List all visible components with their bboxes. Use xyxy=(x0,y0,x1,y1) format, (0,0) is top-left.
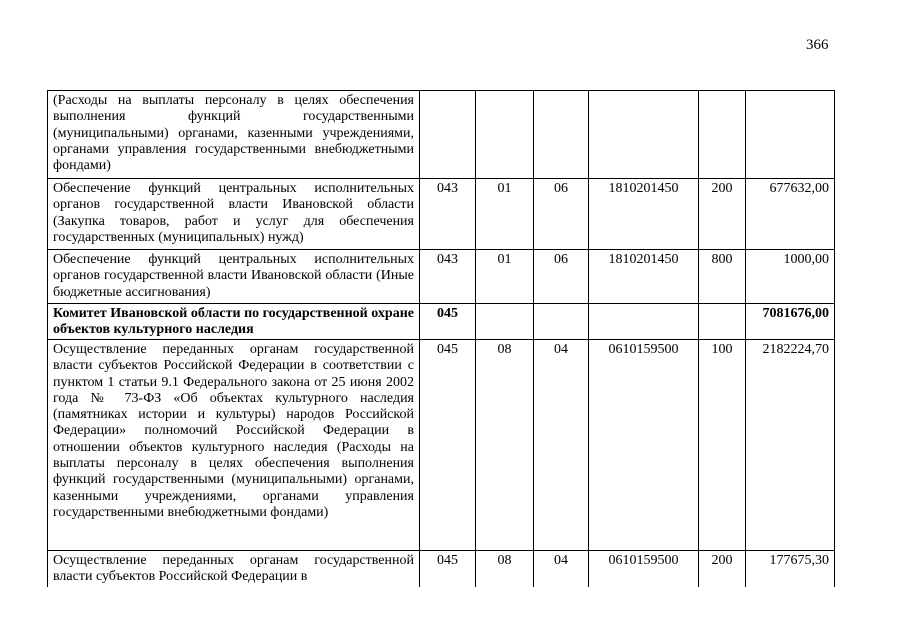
expense-type-code: 200 xyxy=(699,551,746,587)
ministry-code: 045 xyxy=(420,551,476,587)
row-description-cell xyxy=(48,551,420,587)
amount: 177675,30 xyxy=(746,551,835,587)
table-row xyxy=(48,250,835,304)
row-description: (Расходы на выплаты персоналу в целях обеспечения выполнения функций государственными (муниципальными) органами, казенными учреждениями, органами управления государственными внебюджетными фондами) xyxy=(48,91,420,179)
target-article-code xyxy=(589,91,699,179)
amount: 7081676,00 xyxy=(746,304,835,340)
subsection-code: 06 xyxy=(534,179,589,250)
subsection-code xyxy=(534,91,589,179)
table-row xyxy=(48,91,835,179)
table-row xyxy=(48,340,835,551)
section-code: 08 xyxy=(476,551,534,587)
subsection-code: 04 xyxy=(534,551,589,587)
expense-type-code: 100 xyxy=(699,340,746,551)
budget-table xyxy=(47,90,835,587)
expense-type-code xyxy=(699,304,746,340)
ministry-code: 043 xyxy=(420,179,476,250)
expense-type-code: 200 xyxy=(699,179,746,250)
subsection-code: 06 xyxy=(534,250,589,304)
row-description: Обеспечение функций центральных исполнительных органов государственной власти Ивановской области (Закупка товаров, работ и услуг для обеспечения государственных (муниципальных) нужд) xyxy=(48,179,420,250)
expense-type-code: 800 xyxy=(699,250,746,304)
target-article-code xyxy=(589,304,699,340)
ministry-code: 045 xyxy=(420,340,476,551)
section-code: 01 xyxy=(476,250,534,304)
table-row xyxy=(48,551,835,587)
section-code xyxy=(476,304,534,340)
row-description: Осуществление переданных органам государственной власти субъектов Российской Федерации в соответствии с пунктом 1 статьи 9.1 Федерального закона от 25 июня 2002 года № 73-ФЗ «Об объектах культурного наследия (памятниках истории и культуры) народов Российской Федерации» полномочий Российской Федерации в отношении объектов культурного наследия (Расходы на выплаты персоналу в целях обеспечения выполнения функций государственными (муниципальными) органами, казенными учреждениями, органами управления государственными внебюджетными фондами) xyxy=(48,340,420,551)
amount: 2182224,70 xyxy=(746,340,835,551)
row-description: Обеспечение функций центральных исполнительных органов государственной власти Ивановской области (Иные бюджетные ассигнования) xyxy=(48,250,420,304)
amount: 677632,00 xyxy=(746,179,835,250)
section-code: 01 xyxy=(476,179,534,250)
table-row xyxy=(48,179,835,250)
target-article-code: 0610159500 xyxy=(589,551,699,587)
ministry-code: 043 xyxy=(420,250,476,304)
row-description: Комитет Ивановской области по государственной охране объектов культурного наследия xyxy=(48,304,420,340)
expense-type-code xyxy=(699,91,746,179)
table-row xyxy=(48,304,835,340)
page-number: 366 xyxy=(806,37,829,53)
section-code xyxy=(476,91,534,179)
ministry-code xyxy=(420,91,476,179)
target-article-code: 0610159500 xyxy=(589,340,699,551)
subsection-code: 04 xyxy=(534,340,589,551)
section-code: 08 xyxy=(476,340,534,551)
row-description: Осуществление переданных органам государственной власти субъектов Российской Федерации в xyxy=(53,553,414,585)
target-article-code: 1810201450 xyxy=(589,179,699,250)
ministry-code: 045 xyxy=(420,304,476,340)
amount: 1000,00 xyxy=(746,250,835,304)
subsection-code xyxy=(534,304,589,340)
target-article-code: 1810201450 xyxy=(589,250,699,304)
amount xyxy=(746,91,835,179)
